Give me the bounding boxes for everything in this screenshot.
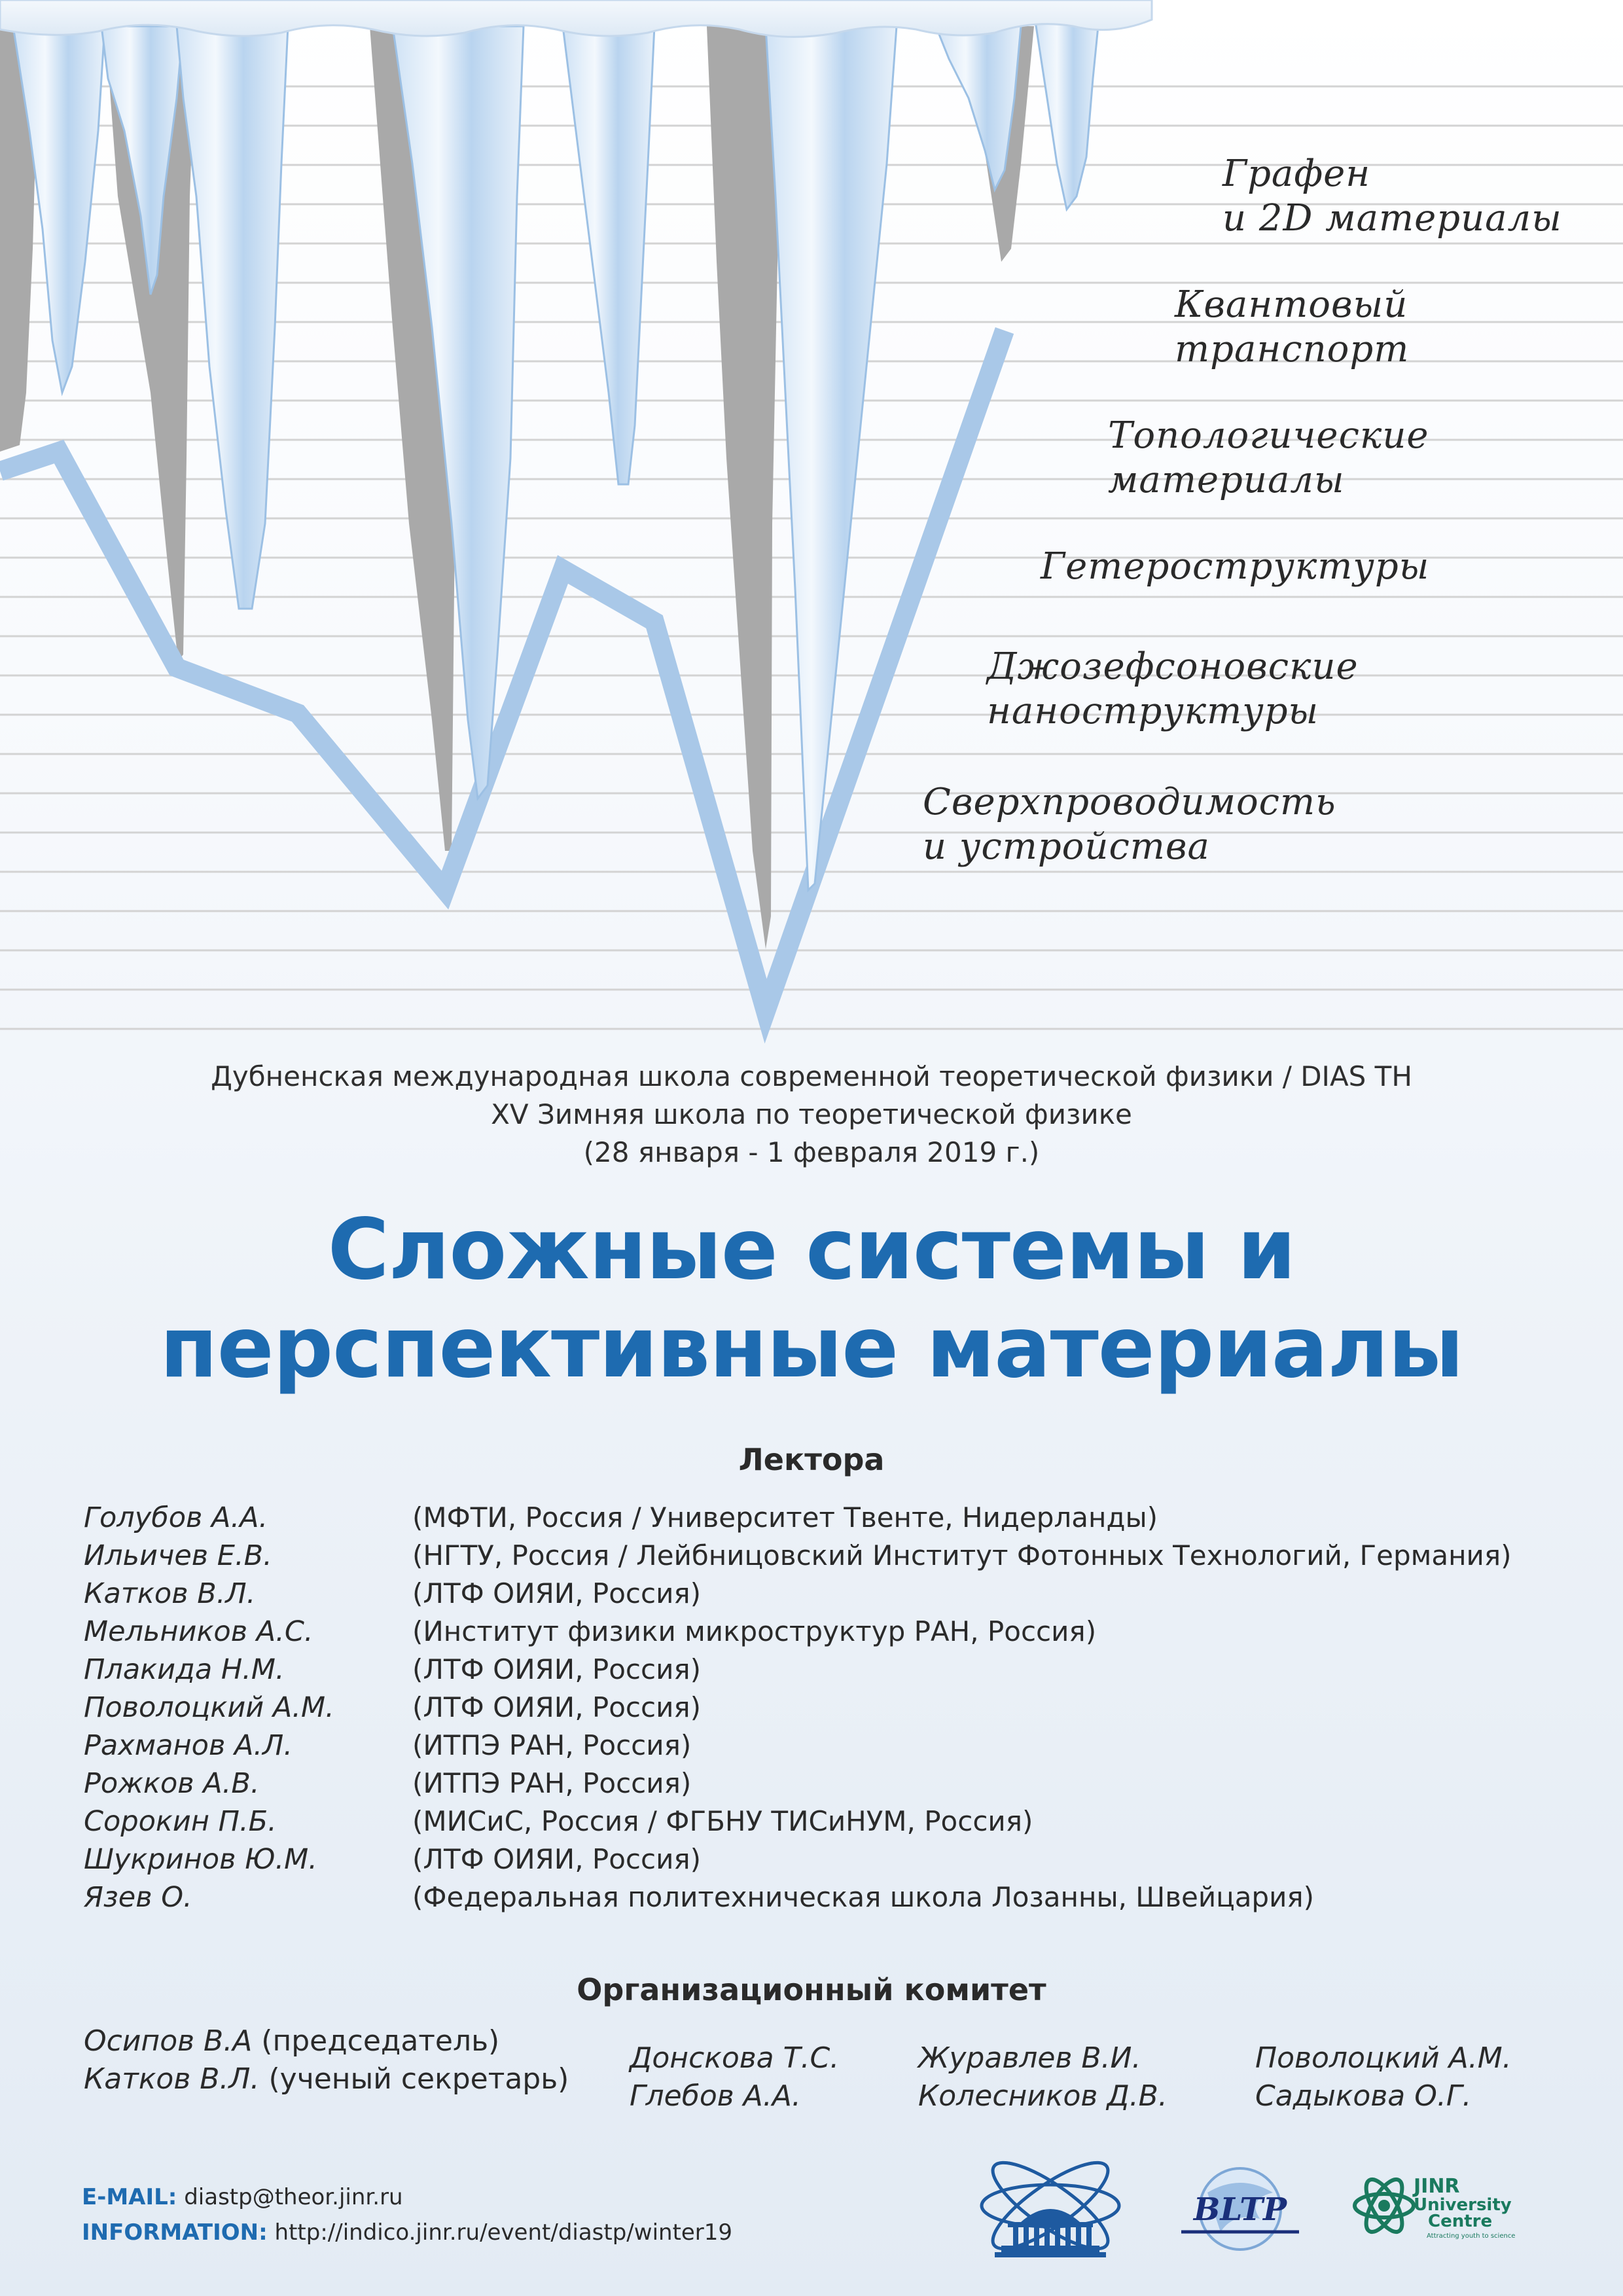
bltp-text: BLTP	[1193, 2191, 1287, 2228]
committee-member: Поволоцкий А.М.	[1255, 2041, 1512, 2075]
lecturer-name: Плакида Н.М.	[84, 1653, 285, 1686]
lecturer-row	[84, 1803, 1563, 1840]
lecturer-name: Язев О.	[84, 1881, 192, 1914]
lecturer-affiliation: (ИТПЭ РАН, Россия)	[412, 1729, 692, 1761]
lecturer-row	[84, 1575, 1563, 1613]
school-edition: XV Зимняя школа по теоретической физике	[491, 1098, 1132, 1130]
topic-line: Гетероструктуры	[1041, 545, 1430, 588]
committee-col-4	[1255, 2039, 1512, 2115]
lecturer-name: Сорокин П.Б.	[84, 1805, 277, 1838]
lecturer-affiliation: (ЛТФ ОИЯИ, Россия)	[412, 1691, 702, 1723]
committee-member: Колесников Д.В.	[918, 2079, 1168, 2113]
lecturer-affiliation: (ЛТФ ОИЯИ, Россия)	[412, 1653, 702, 1685]
lecturer-name: Ильичев Е.В.	[84, 1539, 272, 1572]
lecturer-row	[84, 1651, 1563, 1689]
topic-line: транспорт	[1175, 328, 1410, 370]
lecturer-row	[84, 1499, 1563, 1537]
lecturer-row	[84, 1613, 1563, 1651]
committee-member: Садыкова О.Г.	[1255, 2079, 1472, 2113]
lecturer-affiliation: (Институт физики микроструктур РАН, Россия)	[412, 1615, 1097, 1647]
lecturer-row	[84, 1840, 1563, 1878]
lecturer-row	[84, 1765, 1563, 1803]
lecturer-name: Голубов А.А.	[84, 1501, 268, 1534]
contacts	[82, 2179, 732, 2250]
committee-role: (ученый секретарь)	[268, 2062, 569, 2096]
lecturer-row	[84, 1878, 1563, 1916]
email-link[interactable]: diastp@theor.jinr.ru	[184, 2184, 403, 2210]
lecturer-affiliation: (ЛТФ ОИЯИ, Россия)	[412, 1577, 702, 1609]
lecturer-name: Рожков А.В.	[84, 1767, 260, 1800]
lecturer-row	[84, 1537, 1563, 1575]
jinr-text: JINR	[1414, 2175, 1460, 2198]
committee-col-2	[630, 2039, 839, 2115]
topic-line: и устройства	[923, 825, 1210, 868]
info-link[interactable]: http://indico.jinr.ru/event/diastp/winter19	[274, 2219, 733, 2246]
jinr-university-centre-logo	[1348, 2163, 1516, 2248]
jinr-building-logo	[975, 2160, 1126, 2265]
info-row	[82, 2215, 732, 2250]
committee-member: Глебов А.А.	[630, 2079, 801, 2113]
topic-line: Топологические	[1108, 414, 1429, 457]
topic-graphene	[1222, 152, 1562, 241]
topic-topological	[1108, 414, 1429, 503]
tagline-text: Attracting youth to science	[1427, 2233, 1516, 2240]
topic-line: Джозефсоновские	[987, 645, 1359, 688]
lecturer-affiliation: (ИТПЭ РАН, Россия)	[412, 1767, 692, 1799]
title-line: перспективные материалы	[160, 1299, 1463, 1397]
committee-member: Катков В.Л.	[84, 2062, 260, 2096]
topic-superconductivity	[923, 780, 1336, 869]
lecturer-row	[84, 1689, 1563, 1727]
lecturer-name: Поволоцкий А.М.	[84, 1691, 334, 1724]
topic-line: материалы	[1108, 459, 1345, 501]
lecturer-affiliation: (ЛТФ ОИЯИ, Россия)	[412, 1843, 702, 1875]
school-dates: (28 января - 1 февраля 2019 г.)	[583, 1136, 1040, 1168]
committee-col-1	[84, 2022, 569, 2098]
bltp-logo	[1168, 2166, 1312, 2258]
lecturer-name: Мельников А.С.	[84, 1615, 313, 1648]
topic-line: Графен	[1222, 152, 1371, 195]
topic-josephson	[987, 645, 1359, 734]
lecturers-heading: Лектора	[738, 1442, 885, 1477]
lecturer-name: Рахманов А.Л.	[84, 1729, 293, 1762]
committee-secretary	[84, 2060, 569, 2098]
lecturer-affiliation: (МИСиС, Россия / ФГБНУ ТИСиНУМ, Россия)	[412, 1805, 1033, 1837]
centre-text: Centre	[1428, 2212, 1493, 2231]
committee-member: Донскова Т.С.	[630, 2041, 840, 2075]
title-line: Сложные системы и	[327, 1201, 1296, 1299]
committee-col-3	[918, 2039, 1168, 2115]
committee-member: Журавлев В.И.	[918, 2041, 1141, 2075]
school-name: Дубненская международная школа современной теоретической физики / DIAS TH	[211, 1060, 1412, 1092]
committee-member: Осипов В.А	[84, 2024, 253, 2058]
topic-line: Квантовый	[1175, 283, 1408, 326]
lecturer-name: Шукринов Ю.М.	[84, 1843, 317, 1876]
info-label: INFORMATION:	[82, 2219, 268, 2246]
lecturer-affiliation: (Федеральная политехническая школа Лозанны, Швейцария)	[412, 1881, 1315, 1913]
main-title	[0, 1201, 1623, 1397]
topic-line: и 2D материалы	[1222, 197, 1562, 240]
topic-line: Сверхпроводимость	[923, 781, 1336, 823]
university-text: University	[1414, 2195, 1512, 2215]
committee-heading: Организационный комитет	[577, 1972, 1046, 2007]
email-label: E-MAIL:	[82, 2184, 177, 2210]
lecturer-affiliation: (НГТУ, Россия / Лейбницовский Институт Фотонных Технологий, Германия)	[412, 1539, 1512, 1571]
topic-line: наноструктуры	[987, 690, 1319, 732]
lecturer-affiliation: (МФТИ, Россия / Университет Твенте, Нидерланды)	[412, 1501, 1158, 1534]
email-row	[82, 2179, 732, 2215]
lecturer-row	[84, 1727, 1563, 1765]
topic-quantum-transport	[1175, 283, 1409, 372]
topic-heterostructures	[1041, 545, 1429, 589]
lecturers-list	[84, 1499, 1563, 1916]
lecturer-name: Катков В.Л.	[84, 1577, 256, 1610]
committee-role: (председатель)	[261, 2024, 500, 2058]
committee-chair	[84, 2022, 569, 2060]
